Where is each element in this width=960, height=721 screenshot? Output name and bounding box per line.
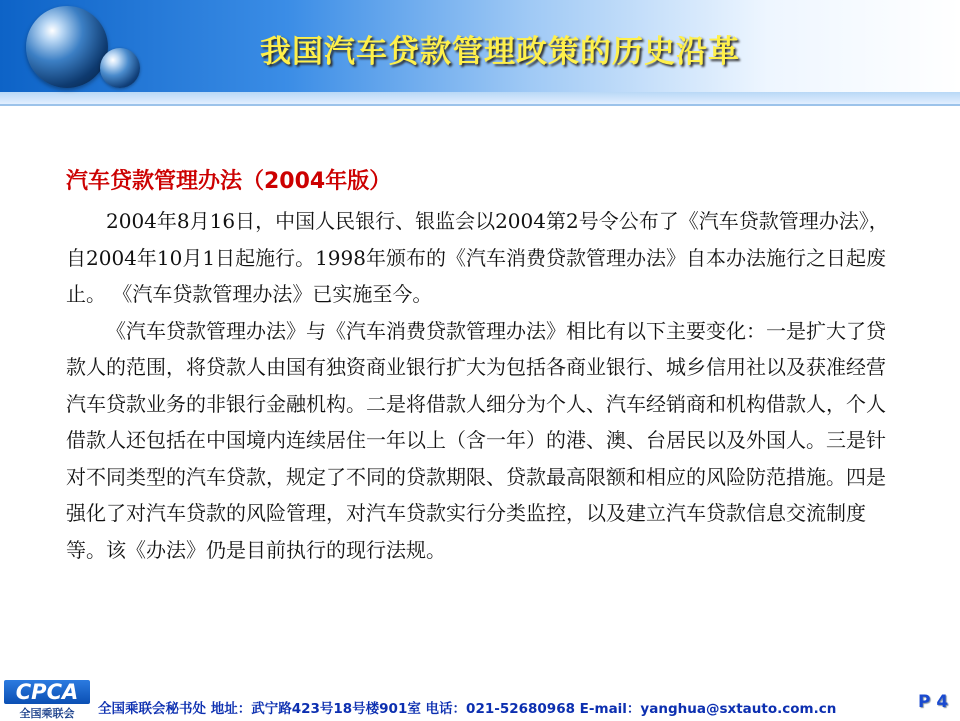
section-subheading: 汽车贷款管理办法（2004年版）: [66, 169, 392, 194]
paragraph-1: 2004年8月16日，中国人民银行、银监会以2004第2号令公布了《汽车贷款管理办法》，自2004年10月1日起施行。1998年颁布的《汽车消费贷款管理办法》自本办法施行之日起废止。 《汽车贷款管理办法》已实施至今。: [66, 209, 889, 306]
body-text: [66, 203, 892, 568]
page-number: P 4: [918, 692, 949, 712]
footer-contact: 全国乘联会秘书处 地址：武宁路423号18号楼901室 电话：021-52680968 E-mail：yanghua@sxtauto.com.cn: [98, 701, 837, 717]
header-band: [0, 92, 960, 104]
slide-title: 我国汽车贷款管理政策的历史沿革: [260, 34, 740, 70]
decorative-sphere-small: [100, 48, 140, 88]
paragraph-2: 《汽车贷款管理办法》与《汽车消费贷款管理办法》相比有以下主要变化：一是扩大了贷款人的范围，将贷款人由国有独资商业银行扩大为包括各商业银行、城乡信用社以及获准经营汽车贷款业务的非银行金融机构。二是将借款人细分为个人、汽车经销商和机构借款人，个人借款人还包括在中国境内连续居住一年以上（含一年）的港、澳、台居民以及外国人。三是针对不同类型的汽车贷款，规定了不同的贷款期限、贷款最高限额和相应的风险防范措施。四是强化了对汽车贷款的风险管理，对汽车贷款实行分类监控，以及建立汽车贷款信息交流制度等。该《办法》仍是目前执行的现行法规。: [66, 318, 886, 562]
cpca-logo: [4, 680, 90, 720]
decorative-sphere-large: [26, 6, 108, 88]
logo-wordmark: CPCA: [4, 680, 90, 704]
header-divider: [0, 104, 960, 106]
logo-subtitle: 全国乘联会: [19, 707, 75, 720]
